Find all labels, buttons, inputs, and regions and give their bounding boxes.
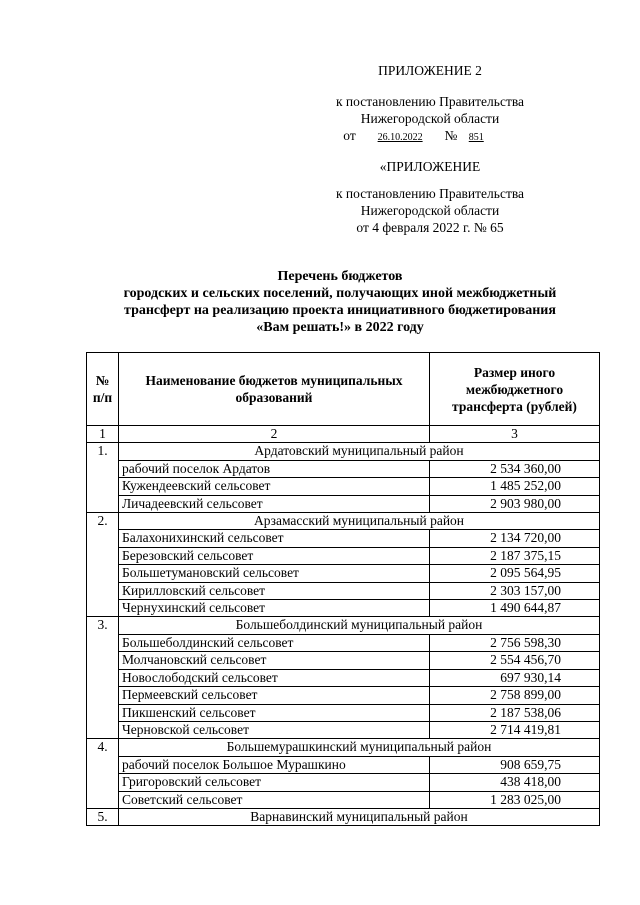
table-row [87,530,600,547]
transfer-amount: 2 714 419,81 [430,721,600,738]
district-number: 4. [87,739,119,809]
settlement-name: Пикшенский сельсовет [119,704,430,721]
list-title-line-3: трансферт на реализацию проекта инициативного бюджетирования [124,303,556,318]
index-cell: 3 [430,426,600,443]
table-row [87,704,600,721]
header-amount: Размер иного межбюджетного трансферта (рублей) [430,353,600,426]
district-row [87,513,600,530]
settlement-name: Черновской сельсовет [119,721,430,738]
table-row [87,547,600,564]
list-title-line-4: «Вам решать!» в 2022 году [256,320,424,335]
transfer-amount: 2 095 564,95 [430,565,600,582]
settlement-name: Березовский сельсовет [119,547,430,564]
transfer-amount: 2 134 720,00 [430,530,600,547]
table-row [87,495,600,512]
appendix-line-2: Нижегородской области [360,111,500,126]
appendix-line-1: к постановлению Правительства [335,94,525,109]
settlement-name: рабочий поселок Ардатов [119,460,430,477]
district-number: 2. [87,513,119,617]
settlement-name: Кирилловский сельсовет [119,582,430,599]
district-name: Варнавинский муниципальный район [119,808,600,825]
budget-table [86,352,600,826]
original-title: «ПРИЛОЖЕНИЕ [379,159,481,174]
transfer-amount: 908 659,75 [430,756,600,773]
table-row [87,721,600,738]
list-title-line-1: Перечень бюджетов [277,269,403,284]
transfer-amount: 2 187 375,15 [430,547,600,564]
list-title-line-2: городских и сельских поселений, получающих иной межбюджетный [123,286,557,301]
number-label: № [444,128,458,143]
transfer-amount: 1 485 252,00 [430,478,600,495]
appendix-block [300,62,560,146]
table-row [87,460,600,477]
table-row [87,565,600,582]
transfer-amount: 697 930,14 [430,669,600,686]
settlement-name: Чернухинский сельсовет [119,600,430,617]
district-number: 3. [87,617,119,739]
settlement-name: Новослободский сельсовет [119,669,430,686]
settlement-name: Советский сельсовет [119,791,430,808]
transfer-amount: 2 903 980,00 [430,495,600,512]
original-line-1: к постановлению Правительства [335,186,525,201]
settlement-name: Григоровский сельсовет [119,774,430,791]
index-row [87,426,600,443]
original-line-3: от 4 февраля 2022 г. № 65 [356,220,504,235]
transfer-amount: 2 187 538,06 [430,704,600,721]
table-row [87,756,600,773]
transfer-amount: 1 490 644,87 [430,600,600,617]
district-name: Большеболдинский муниципальный район [119,617,600,634]
settlement-name: Балахонихинский сельсовет [119,530,430,547]
district-number: 1. [87,443,119,513]
settlement-name: Большеболдинский сельсовет [119,634,430,651]
from-label: от [343,128,356,143]
table-row [87,774,600,791]
table-row [87,652,600,669]
settlement-name: Кужендеевский сельсовет [119,478,430,495]
transfer-amount: 2 534 360,00 [430,460,600,477]
district-name: Большемурашкинский муниципальный район [119,739,600,756]
district-row [87,739,600,756]
transfer-amount: 2 756 598,30 [430,634,600,651]
settlement-name: рабочий поселок Большое Мурашкино [119,756,430,773]
district-row [87,443,600,460]
transfer-amount: 438 418,00 [430,774,600,791]
original-line-2: Нижегородской области [360,203,500,218]
header-name: Наименование бюджетов муниципальных образований [119,353,430,426]
header-number: № п/п [87,353,119,426]
decree-number: 851 [468,132,484,143]
table-row [87,582,600,599]
table-row [87,478,600,495]
transfer-amount: 2 554 456,70 [430,652,600,669]
original-appendix-block [300,158,560,236]
settlement-name: Молчановский сельсовет [119,652,430,669]
transfer-amount: 2 303 157,00 [430,582,600,599]
table-row [87,791,600,808]
transfer-amount: 2 758 899,00 [430,687,600,704]
settlement-name: Личадеевский сельсовет [119,495,430,512]
table-row [87,687,600,704]
district-row [87,808,600,825]
district-row [87,617,600,634]
settlement-name: Большетумановский сельсовет [119,565,430,582]
index-cell: 1 [87,426,119,443]
index-cell: 2 [119,426,430,443]
table-row [87,600,600,617]
appendix-date-line [300,127,560,146]
table-header-row [87,353,600,426]
transfer-amount: 1 283 025,00 [430,791,600,808]
district-name: Ардатовский муниципальный район [119,443,600,460]
list-title [40,268,640,336]
decree-date: 26.10.2022 [377,132,423,143]
table-row [87,669,600,686]
table-row [87,634,600,651]
district-name: Арзамасский муниципальный район [119,513,600,530]
settlement-name: Пермеевский сельсовет [119,687,430,704]
appendix-title: ПРИЛОЖЕНИЕ 2 [378,63,482,78]
district-number: 5. [87,808,119,825]
table-body [87,443,600,826]
